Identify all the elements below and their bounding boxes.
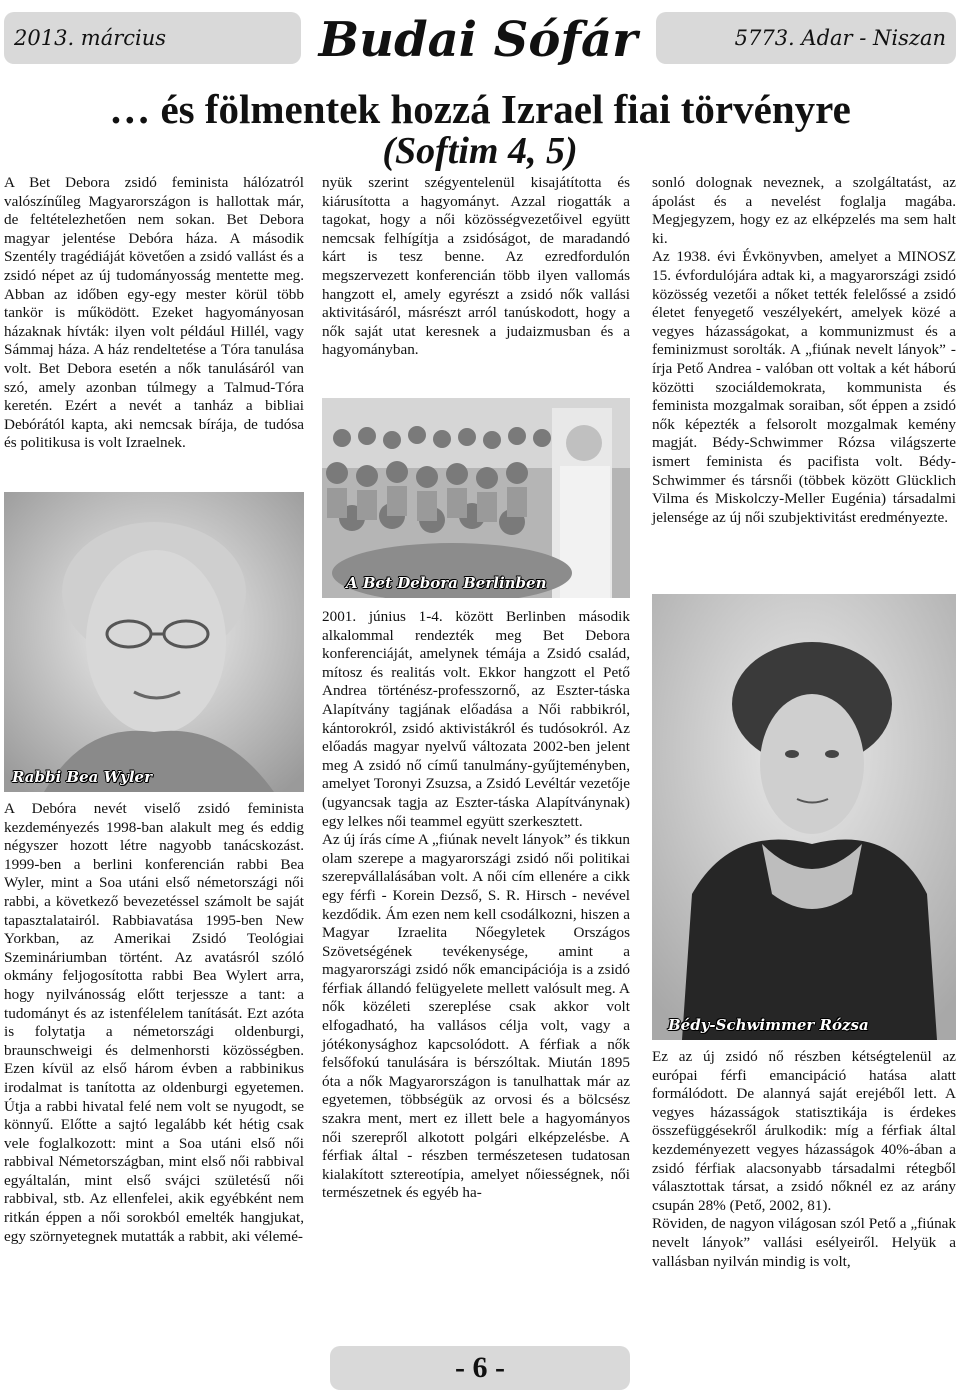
paragraph: Az 1938. évi Évkönyvben, amelyet a MINOSZ 15. évfordulójára adtak ki, a magyarországi zsidó közösség vezetői a nőket tették felelőssé a zsidó életet fenyegető veszélyekért, amelyek közé a vegyes házasságokat, a kommunizmust és a feminizmust sorolták. A „fiúnak nevelt lányok” - írja Pető Andrea - valóban ott voltak a két háború közötti szociáldemokrata, kommunista és feminista mozgalmak soraiban, sőt éppen a zsidó nők képezték a felsorolt mozgalmak kemény magját. Bédy-Schwimmer Rózsa világszerte ismert feminista és pacifista volt. Bédy-Schwimmer és társnői (többek között Glücklich Vilma és Miskolczy-Meller Eugénia) társadalmi jelensége az új női szubjektivitást eredményezte. (652, 248, 956, 526)
article-title: … és fölmentek hozzá Izrael fiai törvényre (109, 86, 851, 132)
paragraph: A Debóra nevét viselő zsidó feminista kezdeményezés 1998-ban alakult meg és eddig négyszer hozott létre nagyobb tanácskozást. 1999-ben a berlini konferencián rabbi Bea Wyler, mint a Soa utáni első németországi női rabbi, a következő bevezetéssel számolt be saját tapasztalatairól. Rabbiavatása 1995-ben New Yorkban, az Amerikai Zsidó Teológiai Szemináriumban történt. Az avatásról szóló okmány feljogosította rabbi Bea Wylert arra, hogy nyilvánosság előtt terjessze a tant: a tudományt és az istenfélelem tanítását. Ezt azóta is folytatja a németországi oldenburgi, braunschweigi és delmenhorsti közösségben. Ezen kívül az első három évben a rabbinikus irodalmat is tanította az oldenburgi egyetemen. Útja a rabbi hivatal felé nem volt se nyugodt, se könnyű. Előtte a sajtó legalább két hétig csak vele foglalkozott: mint a Soa utáni első női rabbival Németországban, mint első női rabbival egyáltalán, mint első svájci születésű női rabbival, stb. Az ellenfelei, akik egyébként nem ritkán éppen a női sorokból emelték hangjukat, egy szörnyetegnek mutatták a rabbit, aki vélemé- (4, 800, 304, 1245)
paragraph: Ez az új zsidó nő részben kétségtelenül az európai férfi emancipáció hatása alatt formálódott. De alannyá saját erejéből lett. A vegyes házasságok statisztikája is érdekes összefüggésekről árulkodik: míg a férfiak által kezdeményezett vegyes házasságok 40%-ában a zsidó férfiak alacsonyabb társadalmi rétegből választottak társat, a zsidó nőknél ez az arány csupán 28% (Pető, 2002, 81). (652, 1048, 956, 1214)
caption-rabbi-bea-wyler: Rabbi Bea Wyler (12, 768, 152, 786)
paragraph: nyük szerint szégyentelenül kisajátította és kiárusította a hagyományt. Azzal riogatták a tagokat, hogy a női közösségvezetőivel együtt nemcsak felhígítja a zsidóságot, de maradandó kárt is tesz benne. Az ezredfordulón megszervezett konferencián több ilyen vallomás hangzott el, amely egyrészt a zsidó nők vallási aktivitásáról, másrészt arról tanúskodott, hogy a nők saját utat keresnek a judaizmusban és a hagyományban. (322, 174, 630, 359)
column-1-bottom (4, 800, 304, 1246)
paragraph: Röviden, de nagyon világosan szól Pető a „fiúnak nevelt lányok” vallási esélyeiről. Helyük a vallásban nyilván mindig is volt, (652, 1215, 956, 1270)
paragraph: 2001. június 1-4. között Berlinben második alkalommal rendezték meg Bet Debora konferenciáját, amelynek témája a Zsidó család, mítosz és realitás volt. Ekkor hangzott el Pető Andrea történész-professzornő, az Eszter-táska Alapítvány tagjának előadása a Női rabbikról, kántorokról, zsidó aktivistákról és tudósokról. Az előadás magyar nyelvű változata 2002-ben jelent meg A zsidó nő című tanulmány-gyűjteményben, amelyet Toronyi Zsuzsa, a Zsidó Levéltár vezetője (ugyancsak tagja az Eszter-táska Alapítványnak) egy lelkes női teammel együtt szerkesztett. (322, 608, 630, 830)
caption-conference-berlin: A Bet Debora Berlinben (346, 574, 547, 592)
column-3-top (652, 174, 956, 527)
column-1-top (4, 174, 304, 453)
header-date-left: 2013. március (14, 26, 167, 50)
header-date-right-box (656, 12, 956, 64)
paragraph: sonló dolognak neveznek, a szolgáltatást, az ápolást és a nevelést foglalja magába. Megjegyzem, hogy ez az elképzelés ma sem halt ki. (652, 174, 956, 247)
article-subtitle: (Softim 4, 5) (382, 130, 578, 172)
masthead-logo: Budai Sófár (318, 12, 638, 68)
photo-bedy-schwimmer-rozsa (652, 594, 956, 1040)
header-date-left-box (4, 12, 301, 64)
photo-conference-berlin (322, 398, 630, 598)
paragraph: A Bet Debora zsidó feminista hálózatról valószínűleg Magyarországon is hallottak már, de feltételezhetően nem sokan. Bet Debora magyar jelentése Debóra háza. A második Szentély tragédiáját követően a zsidó vallást és a zsidó népet az új tudományosság mentette meg. Abban az időben egy-egy mester körül több tankör is működött. Ezeket hagyományosan házaknak hívták: ilyen volt például Hillél, vagy Sámmaj háza. A ház rendeltetése a Tóra tanulása volt. Bet Debora esetén a nők tanulásáról van szó, amely azonban túlmegy a Talmud-Tóra keretén. Ezért a nevét a tanház a bibliai Debórától kapta, aki nemcsak bírája, de tudósa és politikusa is volt Izraelnek. (4, 174, 304, 452)
header-date-right: 5773. Adar - Niszan (734, 26, 946, 50)
column-2-top (322, 174, 630, 360)
paragraph: Az új írás címe A „fiúnak nevelt lányok” és tikkun olam szerepe a magyarországi zsidó női politikai szerepvállalásában volt. A női cím ellenére a cikk egy férfi - Korein Dezső, S. R. Hirsch - nevével kezdődik. Ám ezen nem kell csodálkozni, hiszen a Magyar Izraelita Nőegyletek Országos Szövetségének tevékenysége, amint a magyarországi zsidó nők emancipációja is a zsidó férfiak állandó felügyelete mellett valósult meg. A nők közéleti szereplése csak akkor volt elfogadható, ha vallásos célja volt, vagy a jótékonysághoz kapcsolódott. A férfiak a nők felsőfokú tanulására is bérszóltak. Miután 1895 óta a nők Magyarországon is tanulhattak már az egyetemen, többségük az orvosi és a bölcsész szakra ment, mert ez illett bele a hagyományos női szerepről alkotott polgári elképzelésbe. A férfiak által - részben természetesen tudatosan kialakított sztereotípia, amelyet nőiességnek, női természetnek és egyéb ha- (322, 831, 630, 1202)
page-number: - 6 - (330, 1346, 630, 1390)
column-3-bottom (652, 1048, 956, 1271)
caption-bedy-schwimmer-rozsa: Bédy-Schwimmer Rózsa (668, 1016, 869, 1034)
photo-rabbi-bea-wyler (4, 492, 304, 792)
column-2-bottom (322, 608, 630, 1203)
